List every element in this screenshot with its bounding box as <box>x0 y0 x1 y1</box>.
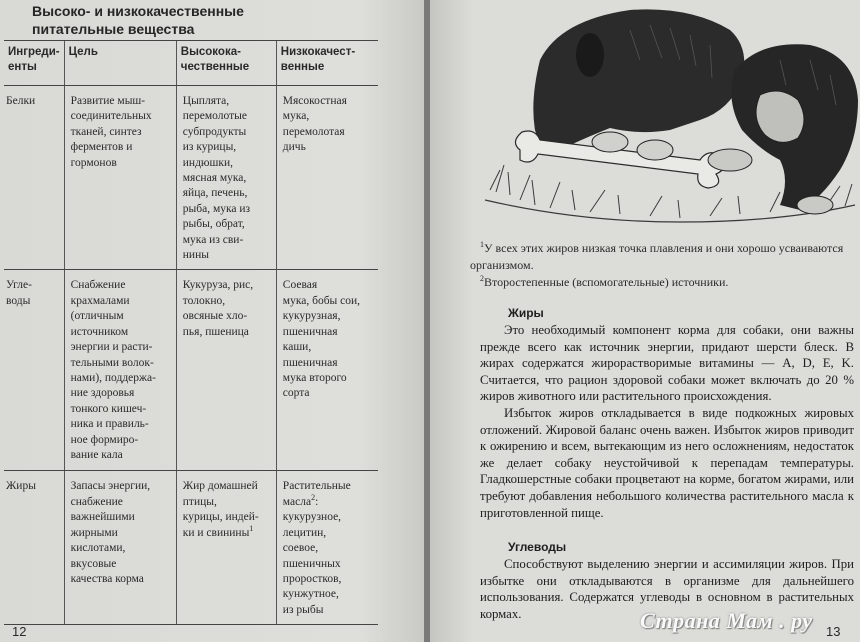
footnote-text: У всех этих жиров низкая точка плавления и они хорошо усваиваются организмом. <box>470 241 844 272</box>
cell-text: Жир домашней <box>182 480 258 493</box>
cell-text: тканей, синтез <box>70 125 142 138</box>
cell-text: кунжутное, <box>282 588 339 601</box>
cell-ingredient <box>4 270 64 471</box>
cell-text: крахмалами <box>70 294 130 307</box>
cell-text: Растительные <box>282 480 351 493</box>
header-text: Низкокачест- <box>280 46 356 58</box>
cell-text-part: ки и свинины <box>182 526 250 539</box>
cell-text: яйца, печень, <box>182 187 248 200</box>
cell-text: источником <box>70 325 129 338</box>
cell-text: воды <box>6 294 31 307</box>
cell-text: птицы, <box>182 495 217 508</box>
cell-ingredient <box>4 86 64 270</box>
header-text: Ингреди- <box>8 46 60 58</box>
cell-text: мука, бобы сои, <box>282 294 361 307</box>
cell-text: пья, пшеница <box>182 325 249 338</box>
table-row <box>4 86 378 270</box>
cell-text: перемолотая <box>282 125 345 138</box>
header-text: Высокока- <box>180 46 241 58</box>
cell-text: ние здоровья <box>70 387 135 400</box>
cell-text: нины <box>182 249 209 262</box>
cell-high-quality <box>176 471 276 625</box>
cell-text: лецитин, <box>282 526 327 539</box>
cell-text: Снабжение <box>70 279 126 292</box>
cell-purpose <box>64 86 176 270</box>
section-heading-fats: Жиры <box>508 306 544 320</box>
cell-text: тельными волок- <box>70 356 154 369</box>
table-title-line-2: питательные вещества <box>32 21 195 37</box>
cell-text: из рыбы <box>282 603 324 616</box>
footnotes <box>470 240 850 291</box>
left-page <box>0 0 424 642</box>
cell-text: толокно, <box>182 294 226 307</box>
cell-text: качества корма <box>70 572 144 585</box>
cell-text: жирными <box>70 526 118 539</box>
cell-text: проростков, <box>282 572 342 585</box>
cell-text <box>182 523 272 541</box>
footnote-text: Второстепенные (вспомогательные) источники. <box>484 275 729 289</box>
page-number-right: 13 <box>826 624 841 639</box>
cell-text: важнейшими <box>70 511 135 524</box>
site-watermark: Страна Мам . ру <box>640 608 813 633</box>
header-low-quality <box>276 41 378 86</box>
cell-high-quality <box>176 270 276 471</box>
cell-text: снабжение <box>70 495 123 508</box>
cell-text: пшеничная <box>282 356 338 369</box>
table-title <box>32 2 244 38</box>
cell-text: Развитие мыш- <box>70 95 146 107</box>
cell-text: соединительных <box>70 110 152 123</box>
cell-text: Кукуруза, рис, <box>182 279 254 292</box>
cell-text: соевое, <box>282 542 319 555</box>
cell-text-part: масла <box>282 495 312 508</box>
footnote-marker: 1 <box>249 523 254 533</box>
cell-text: вкусовые <box>70 557 117 570</box>
cell-text: кислотами, <box>70 542 126 555</box>
cell-text: Цыплята, <box>182 95 230 107</box>
cell-text: Угле- <box>6 279 32 292</box>
cell-text: вание кала <box>70 448 123 461</box>
cell-text: Мясокостная <box>282 95 347 107</box>
cell-text: субпродукты <box>182 125 247 138</box>
cell-text-part: : <box>315 495 319 508</box>
cell-text: ферментов и <box>70 141 133 154</box>
header-text: енты <box>8 61 37 73</box>
section-heading-carbs: Углеводы <box>508 540 567 554</box>
footnote-marker: 1 <box>480 240 484 249</box>
cell-text: овсяные хло- <box>182 310 248 323</box>
paragraph: Это необходимый компонент корма для собаки, они важны прежде всего как источник энергии, придают шерсти блеск. В жирах содержатся жирорастворимые витамины — A, D, E, K. Считается, что рацион здоровой собаки может включать до 20 % жиров животного или растительного происхождения. <box>480 323 854 404</box>
cell-text: мука второго <box>282 371 347 384</box>
cell-low-quality <box>276 86 378 270</box>
cell-text: рыбы, обрат, <box>182 218 245 231</box>
cell-ingredient <box>4 471 64 625</box>
cell-text: каши, <box>282 341 312 354</box>
cell-text: нами), поддержа- <box>70 371 156 384</box>
cell-text: мука, <box>282 110 310 123</box>
page-number-left: 12 <box>12 624 27 639</box>
right-page <box>430 0 860 642</box>
cell-text: индюшки, <box>182 156 233 169</box>
fats-body <box>480 322 854 521</box>
cell-text: пшеничная <box>282 325 338 338</box>
header-ingredients <box>4 41 64 86</box>
cell-text: ника и правиль- <box>70 418 149 431</box>
cell-text: гормонов <box>70 156 117 169</box>
cell-low-quality <box>276 270 378 471</box>
footnote-1 <box>470 240 850 274</box>
footnote-marker: 2 <box>480 274 484 283</box>
cell-text: перемолотые <box>182 110 247 123</box>
paragraph: Избыток жиров откладывается в виде подкожных жировых отложений. Жировой баланс очень важен. Избыток жиров приводит к ожирению и всем, вытекающим из него осложнениям, недостаток же делает собаку неустойчивой к перепадам температуры. Гладкошерстные собаки процветают на корме, богатом жирами, или требуют добавления небольшого количества растительного масла к приготовленной пище. <box>480 405 854 520</box>
header-text: Цель <box>68 46 98 58</box>
cell-purpose <box>64 471 176 625</box>
cell-text: Запасы энергии, <box>70 480 151 493</box>
header-text: чественные <box>180 61 250 73</box>
cell-text: Жиры <box>6 480 36 493</box>
cell-text: (отличным <box>70 310 124 323</box>
footnote-2 <box>470 274 850 291</box>
table-header-row <box>4 41 378 86</box>
nutrients-table <box>4 40 378 625</box>
cell-text: курицы, индей- <box>182 511 259 524</box>
cell-text: Белки <box>6 95 36 107</box>
cell-text: ное формиро- <box>70 433 139 446</box>
header-text: венные <box>280 61 325 73</box>
cell-purpose <box>64 270 176 471</box>
cell-high-quality <box>176 86 276 270</box>
cell-text: энергии и расти- <box>70 341 153 354</box>
cell-text: из курицы, <box>182 141 237 154</box>
cell-text: дичь <box>282 141 306 154</box>
cell-text: сорта <box>282 387 310 400</box>
table-row <box>4 471 378 625</box>
dog-puppies-illustration <box>480 0 860 232</box>
cell-text <box>283 495 374 510</box>
cell-low-quality <box>276 471 378 625</box>
header-high-quality <box>176 41 276 86</box>
cell-text: пшеничных <box>282 557 341 570</box>
cell-text: кукурузная, <box>282 310 341 323</box>
cell-text: мука из сви- <box>182 233 244 246</box>
cell-text: кукурузное, <box>282 511 342 524</box>
table-row <box>4 270 378 471</box>
cell-text: рыба, мука из <box>182 202 251 215</box>
paragraph: Способствуют выделению энергии и ассимиляции жиров. При избытке они откладываются в организме для дальнейшего использования. Содержатся углеводы в основном в растительных кормах. <box>480 557 854 621</box>
footnote-marker: 2 <box>311 493 316 503</box>
cell-text: Соевая <box>282 279 318 292</box>
puppy-ear <box>576 33 604 77</box>
cell-text: тонкого кишеч- <box>70 402 147 415</box>
cell-text: мясная мука, <box>182 172 247 185</box>
header-purpose <box>64 41 176 86</box>
table-title-line-1: Высоко- и низкокачественные <box>32 3 244 19</box>
